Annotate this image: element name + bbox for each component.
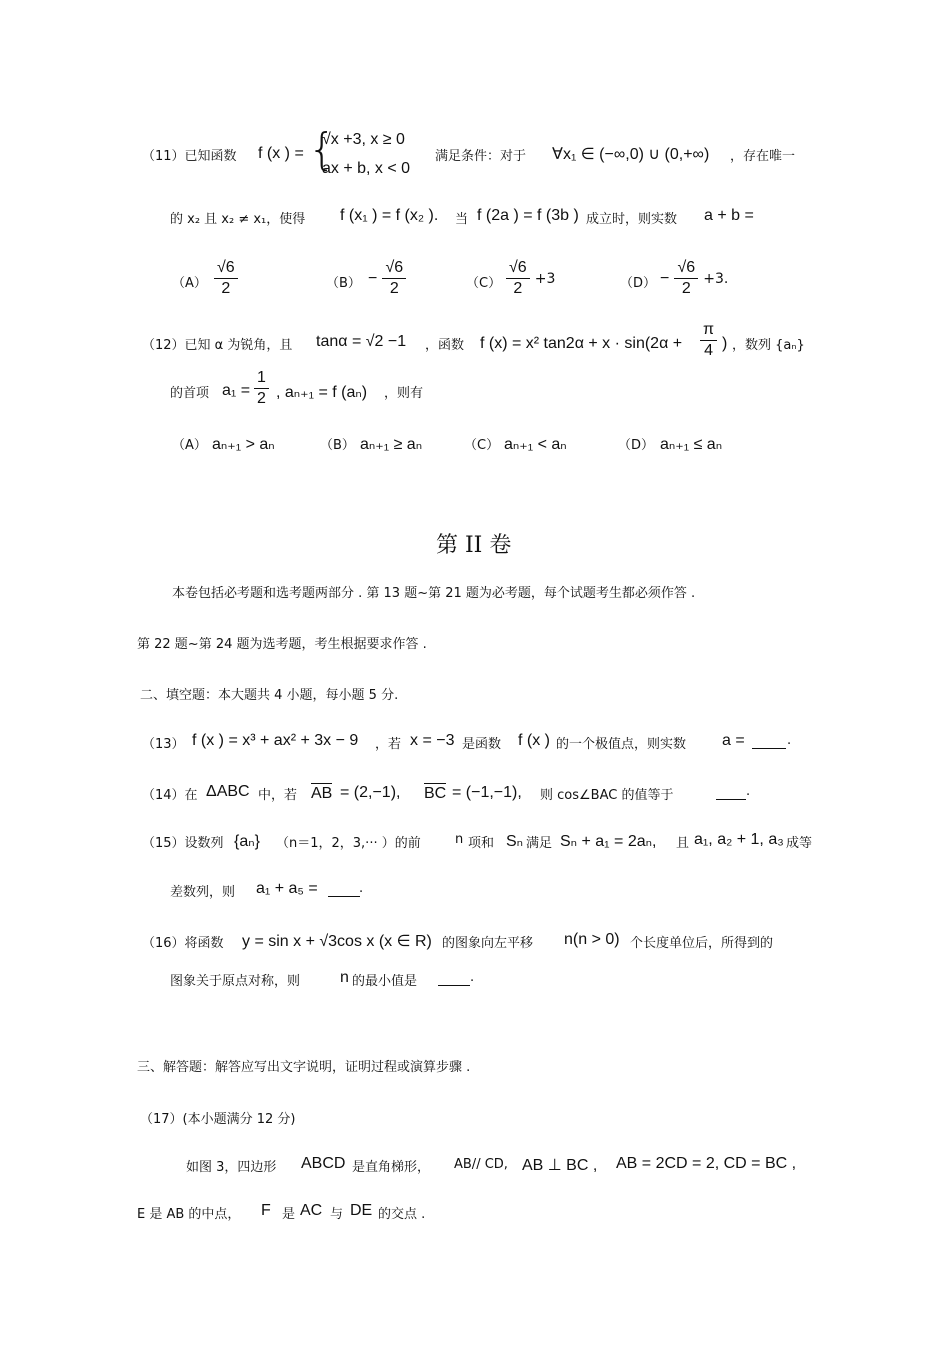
q12-number: （12）已知 α 为锐角，且 bbox=[142, 338, 293, 353]
q12-option-c: aₙ₊₁ < aₙ bbox=[504, 436, 567, 453]
q11-brace: { bbox=[308, 124, 336, 175]
q16-n2: n bbox=[340, 969, 349, 986]
q11-number: （11）已知函数 bbox=[142, 149, 237, 164]
q16-answer-blank[interactable] bbox=[438, 969, 470, 986]
q12-a1: a₁ = bbox=[222, 382, 251, 399]
q15-equation: Sₙ + a₁ = 2aₙ, bbox=[560, 833, 657, 850]
q11-when: 当 bbox=[455, 212, 469, 227]
q16-unit: 个长度单位后，所得到的 bbox=[630, 936, 774, 951]
q13-fx: f (x ) bbox=[518, 732, 550, 749]
q17-parallel: AB// CD, bbox=[454, 1157, 508, 1172]
q12-tan: tanα = √2 −1 bbox=[316, 333, 407, 350]
q15-sn: Sₙ bbox=[506, 833, 524, 850]
q12-pi-over-4: $\frac{\pi}{4}$ bbox=[700, 320, 717, 361]
q11-eq2: f (2a ) = f (3b ) bbox=[477, 207, 579, 224]
q13-ask: a = bbox=[722, 732, 745, 749]
q12-option-b: aₙ₊₁ ≥ aₙ bbox=[360, 436, 423, 453]
q13-function: f (x ) = x³ + ax² + 3x − 9 bbox=[192, 732, 359, 749]
q12-option-a-label: （A） bbox=[172, 438, 207, 453]
q11-line2: 的 x₂ 且 x₂ ≠ x₁，使得 bbox=[170, 212, 306, 227]
q17-is: 是 bbox=[282, 1207, 296, 1222]
q14-vector-ab: AB bbox=[311, 785, 333, 802]
q17-and: 与 bbox=[330, 1207, 344, 1222]
q14-number: （14）在 bbox=[142, 788, 198, 803]
q13-number: （13） bbox=[142, 737, 185, 752]
q14-if: 中，若 bbox=[258, 788, 298, 803]
q13-end: . bbox=[787, 733, 792, 748]
q14-end: . bbox=[746, 784, 751, 799]
part2-intro-line2: 第 22 题~第 24 题为选考题，考生根据要求作答 . bbox=[137, 637, 427, 652]
q15-line2: 差数列，则 bbox=[170, 885, 236, 900]
q11-option-d-label: （D） bbox=[620, 276, 657, 291]
q15-range: （n＝1，2，3,··· ）的前 bbox=[276, 836, 421, 851]
q16-shift: 的图象向左平移 bbox=[442, 936, 534, 951]
q16-n: n(n > 0) bbox=[564, 931, 620, 948]
q12-line2: 的首项 bbox=[170, 386, 210, 401]
q11-holds: 成立时，则实数 bbox=[586, 212, 678, 227]
q12-function: f (x) = x² tan2α + x · sin(2α + bbox=[480, 335, 683, 352]
q15-terms: a₁, a₂ + 1, a₃ bbox=[694, 831, 784, 848]
q12-option-b-label: （B） bbox=[320, 438, 355, 453]
q11-option-c: $\frac{√6}{2}$ +3 bbox=[506, 258, 555, 299]
q11-ask: a + b = bbox=[704, 207, 754, 224]
q15-and: 且 bbox=[676, 836, 690, 851]
q11-exists: ，存在唯一 bbox=[730, 149, 796, 164]
q12-option-d-label: （D） bbox=[618, 438, 655, 453]
q17-f: F bbox=[261, 1202, 271, 1219]
q12-half: $\frac{1}{2}$ bbox=[254, 368, 269, 409]
q17-line1a: 如图 3，四边形 bbox=[186, 1160, 277, 1175]
section3-heading: 三、解答题：解答应写出文字说明，证明过程或演算步骤 . bbox=[137, 1060, 471, 1075]
q14-ab-value: = (2,−1), bbox=[340, 784, 401, 801]
q17-ac: AC bbox=[300, 1202, 323, 1219]
q12-option-d: aₙ₊₁ ≤ aₙ bbox=[660, 436, 723, 453]
q16-ask: 的最小值是 bbox=[352, 974, 418, 989]
q16-function: y = sin x + √3cos x (x ∈ R) bbox=[242, 933, 432, 950]
part2-title: 第 II 卷 bbox=[436, 533, 512, 558]
q11-option-a: $\frac{√6}{2}$ bbox=[214, 258, 238, 299]
q11-option-a-label: （A） bbox=[172, 276, 207, 291]
q11-case2: ax + b, x < 0 bbox=[322, 160, 411, 177]
q17-equalities: AB = 2CD = 2, CD = BC , bbox=[616, 1155, 797, 1172]
q12-sequence: ，数列 {aₙ} bbox=[732, 338, 805, 353]
q17-heading: （17）(本小题满分 12 分) bbox=[140, 1112, 296, 1127]
q12-option-c-label: （C） bbox=[464, 438, 500, 453]
q11-forall: ∀x₁ ∈ (−∞,0) ∪ (0,+∞) bbox=[552, 146, 710, 163]
q15-end: . bbox=[359, 881, 364, 896]
q15-number: （15）设数列 bbox=[142, 836, 224, 851]
q15-arith: 成等 bbox=[786, 836, 813, 851]
q11-condition: 满足条件：对于 bbox=[435, 149, 527, 164]
q17-trapezoid: 是直角梯形， bbox=[352, 1160, 431, 1175]
q17-de: DE bbox=[350, 1202, 373, 1219]
q16-end: . bbox=[470, 970, 475, 985]
q15-ask: a₁ + a₅ = bbox=[256, 880, 318, 897]
q12-recurrence: , aₙ₊₁ = f (aₙ) bbox=[276, 384, 368, 401]
q15-sequence: {aₙ} bbox=[234, 833, 260, 850]
q14-ask: 则 cos∠BAC 的值等于 bbox=[540, 788, 674, 803]
q11-option-b-label: （B） bbox=[326, 276, 361, 291]
q13-if: ，若 bbox=[375, 737, 402, 752]
q12-func-label: ，函数 bbox=[425, 338, 465, 353]
q13-is-function: 是函数 bbox=[462, 737, 502, 752]
q12-then: ，则有 bbox=[384, 386, 424, 401]
q11-function: f (x ) = bbox=[258, 145, 304, 162]
section2-heading: 二、填空题：本大题共 4 小题，每小题 5 分. bbox=[140, 688, 399, 703]
q17-line2a: E 是 AB 的中点， bbox=[137, 1207, 241, 1222]
q13-x-value: x = −3 bbox=[410, 732, 455, 749]
q14-triangle: ΔABC bbox=[206, 783, 250, 800]
q11-option-b: − $\frac{√6}{2}$ bbox=[368, 258, 406, 299]
q11-option-d: − $\frac{√6}{2}$ +3. bbox=[660, 259, 729, 297]
q15-satisfy: 满足 bbox=[526, 836, 553, 851]
q16-number: （16）将函数 bbox=[142, 936, 224, 951]
q15-sum-label: 项和 bbox=[468, 836, 495, 851]
q14-answer-blank[interactable] bbox=[716, 783, 746, 800]
q14-vector-bc: BC bbox=[424, 785, 447, 802]
q11-option-c-label: （C） bbox=[466, 276, 502, 291]
q17-intersection: 的交点 . bbox=[378, 1207, 426, 1222]
q11-eq1: f (x₁ ) = f (x₂ ). bbox=[340, 207, 439, 224]
q13-answer-blank[interactable] bbox=[752, 732, 786, 749]
q17-abcd: ABCD bbox=[301, 1155, 346, 1172]
q13-extremum: 的一个极值点，则实数 bbox=[556, 737, 687, 752]
q14-bc-value: = (−1,−1), bbox=[452, 784, 522, 801]
q17-perpendicular: AB ⊥ BC , bbox=[522, 1157, 598, 1174]
part2-intro-line1: 本卷包括必考题和选考题两部分 . 第 13 题~第 21 题为必考题，每个试题考生都必须作答 . bbox=[172, 586, 696, 601]
q12-func-close: ) bbox=[722, 335, 728, 352]
q15-answer-blank[interactable] bbox=[328, 880, 360, 897]
q12-option-a: aₙ₊₁ > aₙ bbox=[212, 436, 275, 453]
q15-n: n bbox=[455, 832, 464, 847]
q16-line2: 图象关于原点对称，则 bbox=[170, 974, 301, 989]
q11-case1: √x +3, x ≥ 0 bbox=[322, 131, 405, 148]
